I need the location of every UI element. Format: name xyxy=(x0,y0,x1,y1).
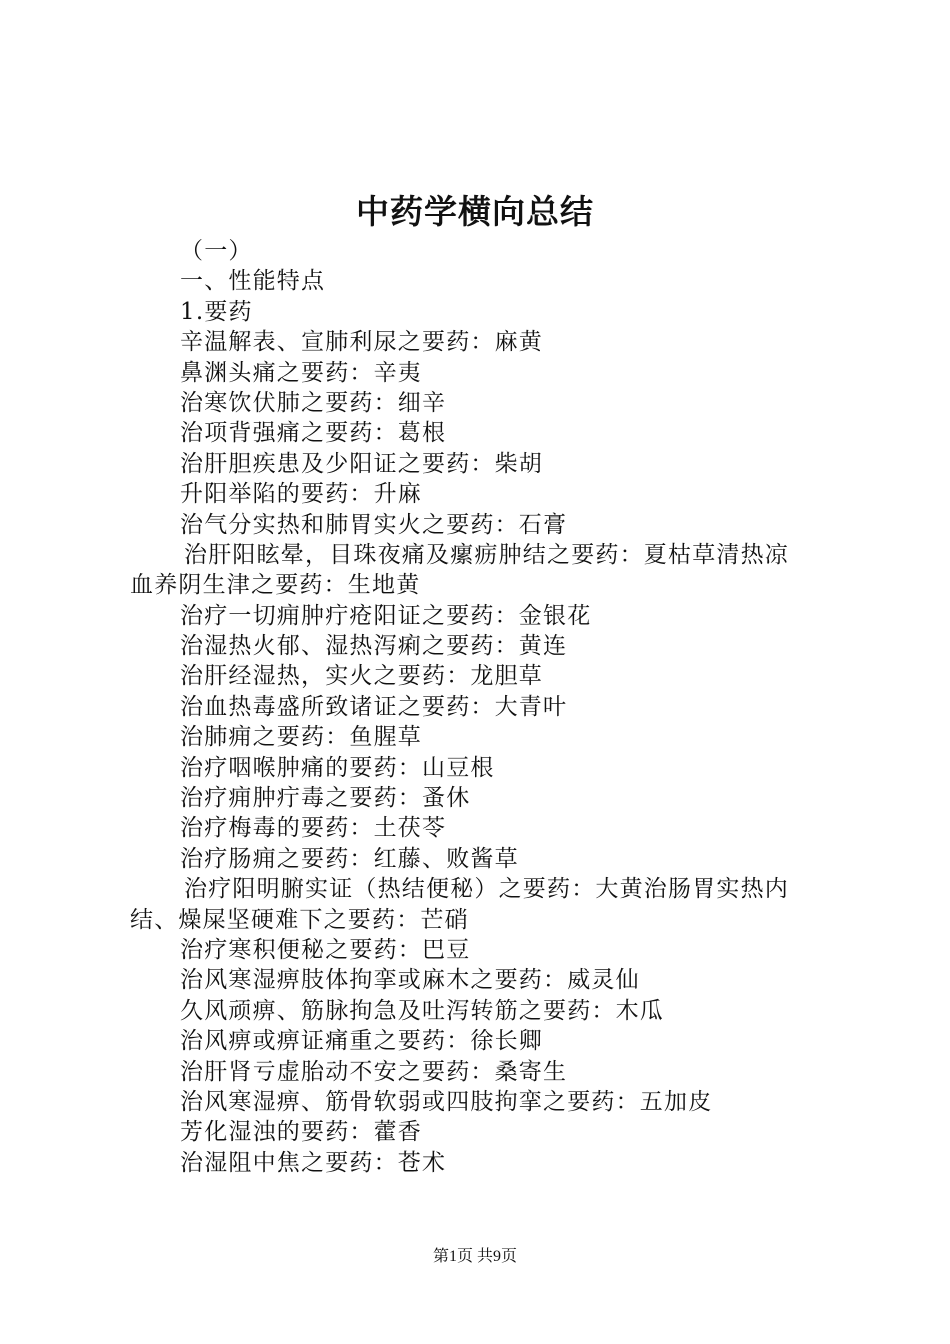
text-line: 治寒饮伏肺之要药：细辛 xyxy=(180,389,447,416)
text-line: 治肝胆疾患及少阳证之要药：柴胡 xyxy=(180,450,543,477)
text-line: 辛温解表、宣肺利尿之要药：麻黄 xyxy=(180,329,543,356)
document-body xyxy=(130,236,840,1178)
text-line: 治湿阻中焦之要药：苍术 xyxy=(180,1149,447,1176)
text-line: 治血热毒盛所致诸证之要药：大青叶 xyxy=(180,693,568,720)
text-line: 升阳举陷的要药：升麻 xyxy=(180,481,422,508)
text-line: 治疗肠痈之要药：红藤、败酱草 xyxy=(180,845,519,872)
text-line: 治疗阳明腑实证（热结便秘）之要药：大黄治肠胃实热内 xyxy=(184,876,789,903)
text-line: 治项背强痛之要药：葛根 xyxy=(180,420,447,447)
text-line: 治疗梅毒的要药：土茯苓 xyxy=(180,815,447,842)
page-footer: 第1页 共9页 xyxy=(432,1248,517,1265)
text-line: 治风寒湿痹肢体拘挛或麻木之要药：威灵仙 xyxy=(180,967,640,994)
text-line: 治疗一切痈肿疔疮阳证之要药：金银花 xyxy=(180,602,592,629)
text-line: 治肺痈之要药：鱼腥草 xyxy=(180,724,422,751)
subsection-heading: 1.要药 xyxy=(180,298,253,325)
text-line-continuation: 血养阴生津之要药：生地黄 xyxy=(130,572,421,599)
text-line: 治疗痈肿疔毒之要药：蚤休 xyxy=(180,785,471,812)
section-number: （一） xyxy=(180,238,253,264)
section-heading: 一、性能特点 xyxy=(180,268,326,295)
text-line: 治疗寒积便秘之要药：巴豆 xyxy=(180,936,471,963)
text-line: 治肝经湿热，实火之要药：龙胆草 xyxy=(180,663,543,690)
text-line: 治风寒湿痹、筋骨软弱或四肢拘挛之要药：五加皮 xyxy=(180,1088,713,1115)
text-line: 久风顽痹、筋脉拘急及吐泻转筋之要药：木瓜 xyxy=(180,997,664,1024)
text-line: 治肝阳眩晕，目珠夜痛及瘰疬肿结之要药：夏枯草清热凉 xyxy=(184,541,789,568)
text-line-continuation: 结、燥屎坚硬难下之要药：芒硝 xyxy=(130,906,469,933)
text-line: 治疗咽喉肿痛的要药：山豆根 xyxy=(180,754,495,781)
text-line: 芳化湿浊的要药：藿香 xyxy=(180,1119,422,1146)
text-line: 治风痹或痹证痛重之要药：徐长卿 xyxy=(180,1028,543,1055)
page-title: 中药学横向总结 xyxy=(356,192,594,231)
text-line: 治湿热火郁、湿热泻痢之要药：黄连 xyxy=(180,633,568,660)
text-line: 治肝肾亏虚胎动不安之要药：桑寄生 xyxy=(180,1058,568,1085)
text-line: 治气分实热和肺胃实火之要药：石膏 xyxy=(180,511,568,538)
text-line: 鼻渊头痛之要药：辛夷 xyxy=(180,359,422,386)
